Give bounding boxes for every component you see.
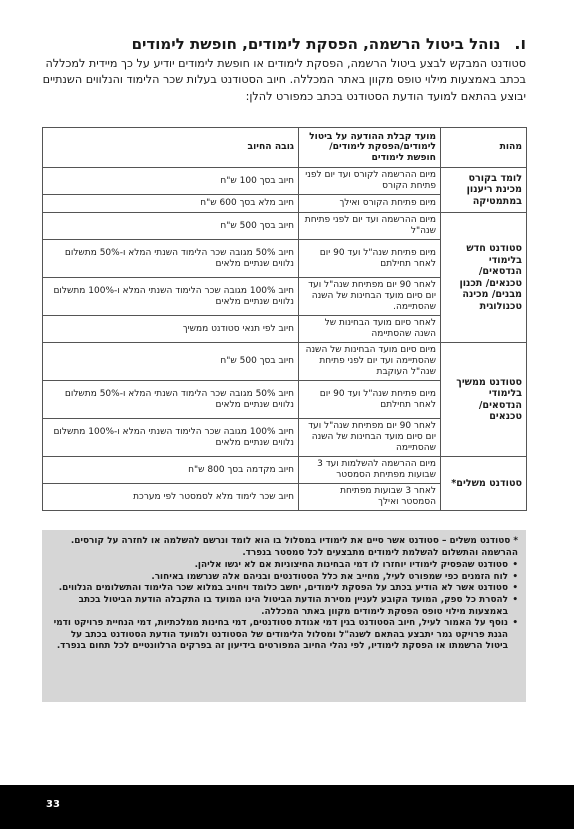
row-type-prep-course: לומד בקורס מכינת ריענון במתמטיקה <box>441 168 527 213</box>
row-time: לאחר 3 שבועות מפתיחת הסמסטר ואילך <box>299 484 441 511</box>
row-fee: חיוב מלא בסך 600 ש"ח <box>43 195 299 213</box>
header-time: מועד קבלת ההודעה על ביטול לימודים/הפסקת לימודים/ חופשת לימודים <box>299 128 441 168</box>
intro-paragraph: סטודנט המבקש לבצע ביטול הרשמה, הפסקת לימודים או חופשת לימודים יודיע על כך מיידית למכללה בכתב באמצעות מילוי טופס מקוון באתר המכללה. חיוב הסטודנט בעלות שכר הלימוד והנלווים השנתיים יבוצע בהתאם למועד הודעת הסטודנט בכתב כמפורט להלן: <box>42 57 526 103</box>
notes-list <box>50 560 518 653</box>
table-header-row <box>43 128 527 168</box>
page-footer <box>0 785 574 829</box>
header-type: מהות <box>441 128 527 168</box>
row-fee: חיוב מקדמה בסך 800 ש"ח <box>43 457 299 484</box>
row-time: לאחר סיום מועד הבחינות של השנה שהסתיימה <box>299 316 441 343</box>
row-type-continuing-student: סטודנט ממשיך בלימודי הנדסאים/ טכנאים <box>441 343 527 457</box>
row-fee: חיוב לפי תנאי סטודנט ממשיך <box>43 316 299 343</box>
page-number: 33 <box>46 799 60 810</box>
table-row <box>43 457 527 484</box>
row-time: מיום פתיחת שנה"ל ועד 90 יום לאחר תחילתם <box>299 381 441 419</box>
section-heading <box>40 34 526 53</box>
row-fee: חיוב 50% מגובה שכר הלימוד השנתי המלא ו-50% מתשלום נלווים שנתיים מלאים <box>43 240 299 278</box>
list-item: • סטודנט אשר לא הודיע בכתב על הפסקת לימודים, יחשב כלומד ויחויב במלוא שכר הלימוד והתשלומים הנלווים. <box>50 583 518 595</box>
list-item: • סטודנט שהפסיק לימודיו יוחזרו לו דמי הבחינות החיצוניות אם לא יגשו אליהן. <box>50 560 518 572</box>
header-fee: גובה החיוב <box>43 128 299 168</box>
row-fee: חיוב בסך 100 ש"ח <box>43 168 299 195</box>
table-body <box>43 168 527 511</box>
list-item: • לוח הזמנים כפי שמפורט לעיל, מחייב את כלל הסטודנטים ובניהם אלה שנרשמו באיחור. <box>50 572 518 584</box>
row-type-completing-student: סטודנט משלים* <box>441 457 527 511</box>
row-time: מיום ההרשמה ועד יום לפני פתיחת שנה"ל <box>299 213 441 240</box>
row-fee: חיוב 100% מגובה שכר הלימוד השנתי המלא ו-100% מתשלום נלווים שנתיים מלאים <box>43 419 299 457</box>
row-fee: חיוב בסך 500 ש"ח <box>43 343 299 381</box>
notes-lead: * סטודנט משלים – סטודנט אשר סיים את לימודיו במסלול בו הוא לומד ונרשם להשלמה או לחזרה על קורסים. ההרשמה והתשלום להשלמת לימודים מתבצעים לכל סמסטר בנפרד. <box>70 536 518 558</box>
list-item: • נוסף על האמור לעיל, חיוב הסטודנט בגין דמי אגודת סטודנטים, דמי בחינות ממלכתיות, דמי הנחיית פרויקט ודמי הגנת פרויקט גמר יתבצע בהתאם לשנה"ל ומסלול הלימודים של הסטודנט ולמועד הודעת הסטודנט בכתב על ביטול הרשמתו או הפסקת לימודיו, לפי נהלי החיוב המפורטים בידיעון זה בפרקים הרלוונטיים לכל תחום בנפרד. <box>50 618 518 653</box>
table-row <box>43 213 527 240</box>
row-fee: חיוב 100% מגובה שכר הלימוד השנתי המלא ו-100% מתשלום נלווים שנתיים מלאים <box>43 278 299 316</box>
section-number: ו. <box>514 34 526 53</box>
row-time: לאחר 90 יום מפתיחת שנה"ל ועד יום סיום מועד הבחינות של השנה שהסתיימה. <box>299 278 441 316</box>
section-title: נוהל ביטול הרשמה, הפסקת לימודים, חופשת לימודים <box>131 35 501 53</box>
row-time: לאחר 90 יום מפתיחת שנה"ל ועד יום סיום מועד הבחינות של השנה שהסתיימה <box>299 419 441 457</box>
row-time: מיום ההרשמה להשלמות ועד 3 שבועות מפתיחת הסמסטר <box>299 457 441 484</box>
cancellation-fees-table <box>42 127 527 511</box>
row-fee: חיוב שכר לימוד מלא לסמסטר לפי מערכת <box>43 484 299 511</box>
row-time: מיום סיום מועד הבחינות של השנה שהסתיימה ועד יום לפני פתיחת שנה"ל העוקבת <box>299 343 441 381</box>
row-time: מיום פתיחת שנה"ל ועד 90 יום לאחר תחילתם <box>299 240 441 278</box>
row-time: מיום ההרשמה לקורס ועד יום לפני פתיחת הקורס <box>299 168 441 195</box>
list-item: • להסרת כל ספק, המועד הקובע לעניין מסירת הודעת הביטול הינו המועד בו התקבלה הודעת הביטול בכתב באמצעות מילוי טופס הפסקת לימודים מקוון באתר המכללה. <box>50 595 518 618</box>
row-fee: חיוב בסך 500 ש"ח <box>43 213 299 240</box>
row-fee: חיוב 50% מגובה שכר הלימוד השנתי המלא ו-50% מתשלום נלווים שנתיים מלאים <box>43 381 299 419</box>
row-type-new-student: סטודנט חדש בלימודי הנדסאים/ טכנאים/ תכנון מבנים/ מכינה טכנולוגית <box>441 213 527 343</box>
row-time: מיום פתיחת הקורס ואילך <box>299 195 441 213</box>
table-row <box>43 168 527 195</box>
notes-box <box>42 530 526 702</box>
table-row <box>43 343 527 381</box>
